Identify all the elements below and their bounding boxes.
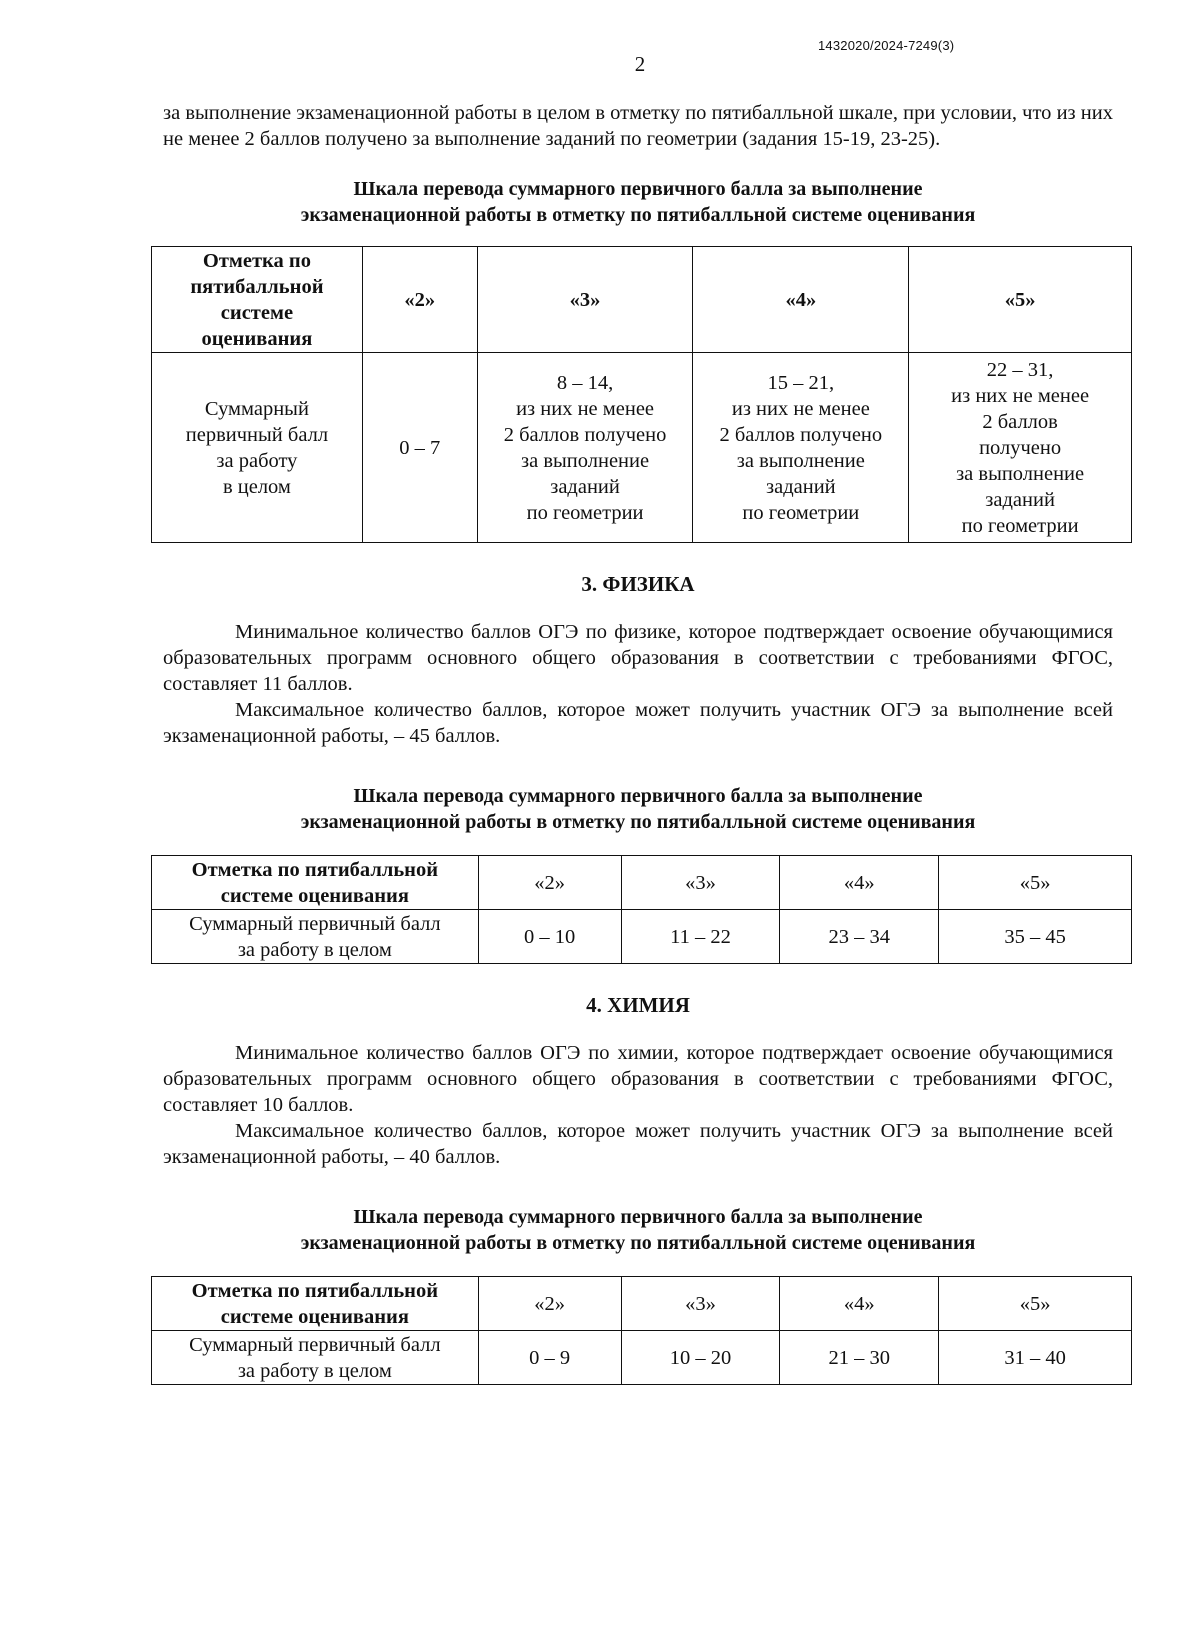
- cell-line: из них не менее: [731, 397, 870, 420]
- row-label-line: первичный балл: [185, 423, 329, 446]
- grade-label-header: [152, 856, 479, 910]
- chemistry-paragraph-min: Минимальное количество баллов ОГЭ по химии, которое подтверждает освоение обучающимися образовательных программ основного общего образования в соответствии с требованиями ФГОС, составляет 10 баллов.: [163, 1042, 1113, 1116]
- header-label-line: системе оценивания: [220, 884, 409, 907]
- grade-5-range: 35 – 45: [939, 910, 1132, 964]
- table-header-row: [152, 1277, 1132, 1331]
- table-header-row: [152, 856, 1132, 910]
- physics-scale-title-line: экзаменационной работы в отметку по пятибалльной системе оценивания: [300, 811, 976, 833]
- math-scale-title: [163, 176, 1113, 228]
- cell-line: за выполнение: [956, 462, 1085, 485]
- grade-2-range: 0 – 7: [362, 353, 477, 543]
- cell-line: по геометрии: [961, 514, 1079, 537]
- row-label-line: Суммарный: [204, 397, 309, 420]
- row-label-line: Суммарный первичный балл: [189, 1333, 441, 1356]
- row-label-line: за работу в целом: [237, 938, 392, 961]
- chemistry-scale-title-line: экзаменационной работы в отметку по пятибалльной системе оценивания: [300, 1232, 976, 1254]
- row-label-line: за работу в целом: [237, 1359, 392, 1382]
- document-id: 1432020/2024-7249(3): [818, 38, 955, 53]
- table-header-row: [152, 247, 1132, 353]
- cell-line: 2 баллов получено: [503, 423, 667, 446]
- grade-2-range: 0 – 9: [478, 1331, 621, 1385]
- table-row: [152, 1331, 1132, 1385]
- row-label: [152, 353, 363, 543]
- grade-4-range: [693, 353, 909, 543]
- chemistry-paragraph-max: Максимальное количество баллов, которое может получить участник ОГЭ за выполнение всей экзаменационной работы, – 40 баллов.: [163, 1120, 1113, 1168]
- grade-2-header: «2»: [362, 247, 477, 353]
- grade-label-header: [152, 1277, 479, 1331]
- header-label-line: Отметка по: [202, 249, 311, 272]
- physics-heading: 3. ФИЗИКА: [581, 572, 695, 596]
- header-label-line: Отметка по пятибалльной: [191, 1279, 439, 1302]
- physics-scale-title: [163, 783, 1113, 835]
- physics-paragraph-min: Минимальное количество баллов ОГЭ по физике, которое подтверждает освоение обучающимися образовательных программ основного общего образования в соответствии с требованиями ФГОС, составляет 11 баллов.: [163, 621, 1113, 695]
- math-scale-title-line: Шкала перевода суммарного первичного балла за выполнение: [353, 178, 923, 200]
- cell-line: заданий: [985, 488, 1055, 511]
- intro-paragraph: за выполнение экзаменационной работы в целом в отметку по пятибалльной шкале, при условии, что из них не менее 2 баллов получено за выполнение заданий по геометрии (задания 15-19, 23-25).: [163, 102, 1113, 150]
- physics-scale-title-line: Шкала перевода суммарного первичного балла за выполнение: [353, 785, 923, 807]
- cell-line: из них не менее: [516, 397, 655, 420]
- grade-2-header: «2»: [478, 856, 621, 910]
- math-score-table: [151, 246, 1132, 543]
- cell-line: 15 – 21,: [767, 371, 835, 394]
- header-label-line: системе оценивания: [220, 1305, 409, 1328]
- grade-4-header: «4»: [693, 247, 909, 353]
- cell-line: 22 – 31,: [986, 358, 1054, 381]
- header-label-line: пятибалльной: [190, 275, 324, 298]
- cell-line: за выполнение: [736, 449, 865, 472]
- row-label-line: за работу: [216, 449, 298, 472]
- cell-line: из них не менее: [951, 384, 1090, 407]
- grade-4-header: «4»: [780, 1277, 939, 1331]
- row-label-line: Суммарный первичный балл: [189, 912, 441, 935]
- row-label: [152, 1331, 479, 1385]
- physics-score-table: [151, 855, 1132, 964]
- grade-5-header: «5»: [909, 247, 1132, 353]
- grade-2-range: 0 – 10: [478, 910, 621, 964]
- grade-label-header: [152, 247, 363, 353]
- chemistry-scale-title-line: Шкала перевода суммарного первичного балла за выполнение: [353, 1206, 923, 1228]
- grade-3-header: «3»: [477, 247, 693, 353]
- grade-3-range: [477, 353, 693, 543]
- table-row: [152, 353, 1132, 543]
- row-label-line: в целом: [222, 475, 291, 498]
- physics-paragraph-max: Максимальное количество баллов, которое может получить участник ОГЭ за выполнение всей экзаменационной работы, – 45 баллов.: [163, 699, 1113, 747]
- grade-5-header: «5»: [939, 1277, 1132, 1331]
- cell-line: по геометрии: [742, 501, 860, 524]
- cell-line: по геометрии: [526, 501, 644, 524]
- header-label-line: системе: [220, 301, 294, 324]
- chemistry-heading: 4. ХИМИЯ: [586, 993, 690, 1017]
- grade-2-header: «2»: [478, 1277, 621, 1331]
- header-label-line: оценивания: [201, 327, 313, 350]
- grade-5-header: «5»: [939, 856, 1132, 910]
- chemistry-scale-title: [163, 1204, 1113, 1256]
- cell-line: заданий: [766, 475, 836, 498]
- cell-line: заданий: [550, 475, 620, 498]
- grade-4-range: 23 – 34: [780, 910, 939, 964]
- grade-3-header: «3»: [621, 856, 780, 910]
- cell-line: 2 баллов получено: [719, 423, 883, 446]
- chemistry-score-table: [151, 1276, 1132, 1385]
- header-label-line: Отметка по пятибалльной: [191, 858, 439, 881]
- grade-4-range: 21 – 30: [780, 1331, 939, 1385]
- document-body: [163, 100, 1113, 1385]
- grade-3-range: 11 – 22: [621, 910, 780, 964]
- cell-line: 8 – 14,: [556, 371, 614, 394]
- grade-5-range: 31 – 40: [939, 1331, 1132, 1385]
- math-scale-title-line: экзаменационной работы в отметку по пятибалльной системе оценивания: [300, 204, 976, 226]
- grade-4-header: «4»: [780, 856, 939, 910]
- cell-line: получено: [979, 436, 1062, 459]
- row-label: [152, 910, 479, 964]
- grade-3-range: 10 – 20: [621, 1331, 780, 1385]
- page-number: 2: [634, 52, 646, 76]
- cell-line: 2 баллов: [982, 410, 1058, 433]
- table-row: [152, 910, 1132, 964]
- cell-line: за выполнение: [521, 449, 650, 472]
- grade-3-header: «3»: [621, 1277, 780, 1331]
- grade-5-range: [909, 353, 1132, 543]
